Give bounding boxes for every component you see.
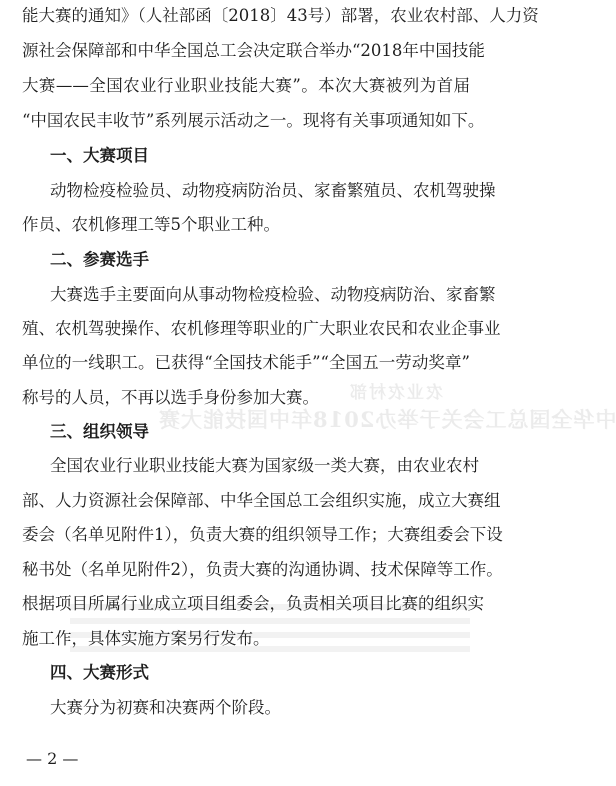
body-line: “中国农民丰收节”系列展示活动之一。现将有关事项通知如下。 — [22, 111, 485, 130]
bleed-through-line-1: 农业农村部 — [348, 383, 443, 403]
body-line: 作员、农机修理工等5个职业工种。 — [22, 215, 280, 234]
body-line: 大赛分为初赛和决赛两个阶段。 — [50, 698, 281, 717]
body-line: 全国农业行业职业技能大赛为国家级一类大赛，由农业农村 — [50, 456, 479, 475]
body-line: 殖、农机驾驶操作、农机修理等职业的广大职业农民和农业企事业 — [22, 319, 501, 338]
body-line: 源社会保障部和中华全国总工会决定联合举办“2018年中国技能 — [22, 41, 485, 60]
section-heading-2: 二、参赛选手 — [50, 250, 149, 269]
body-line: 根据项目所属行业成立项目组委会，负责相关项目比赛的组织实 — [22, 594, 484, 613]
body-line: 动物检疫检验员、动物疫病防治员、家畜繁殖员、农机驾驶操 — [50, 181, 496, 200]
body-line: 委会（名单见附件1），负责大赛的组织领导工作；大赛组委会下设 — [22, 525, 503, 544]
bleed-through-line-2: 中华全国总工会关于举办2018年中国技能大赛 — [158, 407, 616, 432]
section-heading-3: 三、组织领导 — [50, 422, 149, 441]
page-number: — 2 — — [26, 749, 79, 768]
body-line: 施工作，具体实施方案另行发布。 — [22, 629, 270, 648]
body-line: 部、人力资源社会保障部、中华全国总工会组织实施，成立大赛组 — [22, 491, 501, 510]
section-heading-1: 一、大赛项目 — [50, 146, 149, 165]
body-line: 称号的人员，不再以选手身份参加大赛。 — [22, 388, 319, 407]
body-line: 秘书处（名单见附件2），负责大赛的沟通协调、技术保障等工作。 — [22, 560, 503, 579]
body-line: 大赛——全国农业行业职业技能大赛”。本次大赛被列为首届 — [22, 76, 470, 95]
body-line: 能大赛的通知》（人社部函〔2018〕43号）部署，农业农村部、人力资 — [22, 6, 539, 25]
section-heading-4: 四、大赛形式 — [50, 663, 149, 682]
body-line: 大赛选手主要面向从事动物检疫检验、动物疫病防治、家畜繁 — [50, 285, 496, 304]
body-line: 单位的一线职工。已获得“全国技术能手”“全国五一劳动奖章” — [22, 353, 470, 372]
